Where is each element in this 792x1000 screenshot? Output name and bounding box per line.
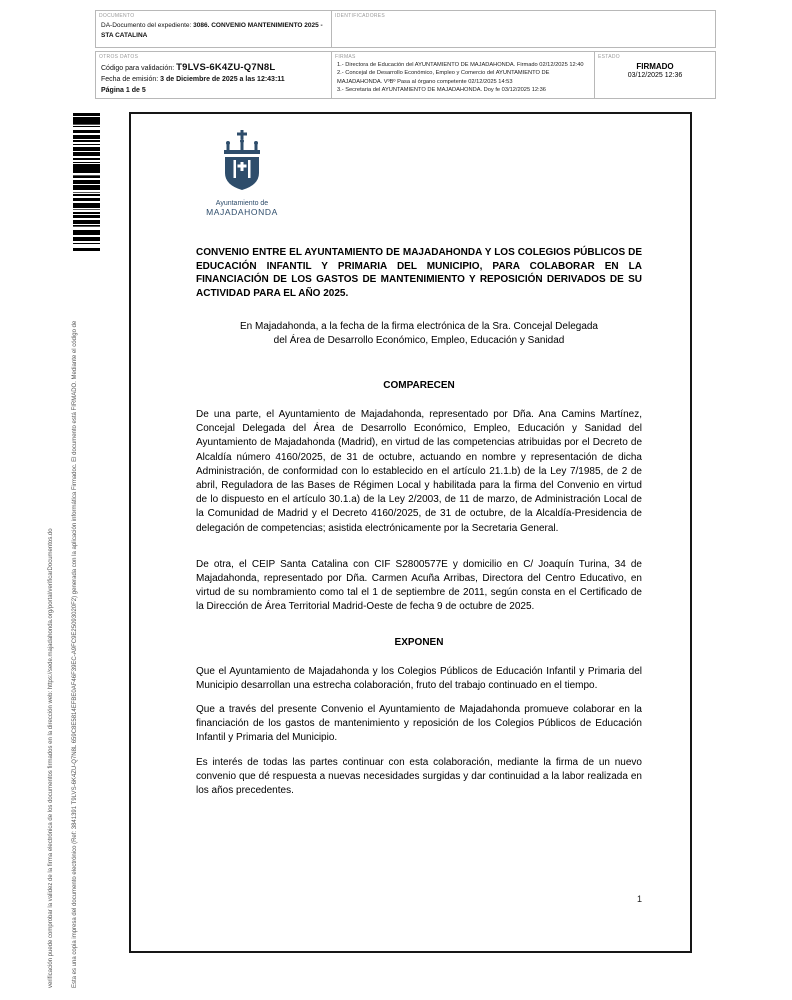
intro-line1: En Majadahonda, a la fecha de la firma electrónica de la Sra. Concejal Delegada	[240, 321, 598, 332]
comparecen-heading: COMPARECEN	[383, 380, 455, 391]
estado-status: FIRMADO	[636, 62, 674, 71]
documento-label: DOCUMENTO	[99, 13, 135, 19]
firma-item-3: 3.- Secretaria del AYUNTAMIENTO DE MAJADAHONDA. Doy fe 03/12/2025 12:36	[337, 86, 546, 93]
codigo-validacion-line	[96, 61, 331, 75]
document-page	[129, 112, 692, 953]
fecha-emision-value: 3 de Diciembre de 2025 a las 12:43:11	[160, 76, 285, 84]
intro-paragraph	[196, 320, 642, 348]
comparecen-paragraph-2: De otra, el CEIP Santa Catalina con CIF S2800577E y domicilio en C/ Joaquín Turina, 34 de Majadahonda, representado por Dña. Carmen Acuña Arribas, Directora del Centro Educativo, en virtud de su nombramiento como tal el 1 de septiembre de 2011, según consta en el Certificado de la Dirección de Área Territorial Madrid-Oeste de fecha 9 de octubre de 2025.	[196, 558, 642, 613]
pagina-value: Página 1 de 5	[101, 86, 146, 94]
logo-org-line1: Ayuntamiento de	[215, 200, 269, 207]
codigo-validacion-label: Código para validación:	[101, 65, 175, 72]
header-box-identificadores	[331, 10, 716, 48]
ayuntamiento-logo	[195, 130, 289, 217]
barcode	[73, 113, 100, 251]
sidebar-legal-text-line1: Esta es una copia impresa del documento electrónico (Ref: 3841391 T9LVS-6K4ZU-Q7N8L 659C8E5814EFBE0AF46F39EC-A9FC9E25093020F2) generada con la aplicación informática Firmadoc. El documento está FIRMADO. Mediante el código de	[72, 320, 78, 988]
estado-label: ESTADO	[598, 54, 620, 60]
exponen-paragraph-2: Que a través del presente Convenio el Ayuntamiento de Majadahonda promueve colaborar en la financiación de los gastos de mantenimiento y reposición de los Colegios Públicos de Educación Infantil y Primaria del Municipio.	[196, 704, 642, 744]
header-box-otros-datos	[95, 51, 332, 99]
otros-datos-label: OTROS DATOS	[99, 54, 139, 60]
comparecen-paragraph-1: De una parte, el Ayuntamiento de Majadahonda, representado por Dña. Ana Camins Martínez, Concejal Delegada del Área de Desarrollo Económico, Empleo, Educación y Sanidad del Ayuntamiento de Majadahonda (Madrid), en virtud de las competencias atribuidas por el Decreto de Alcaldía número 4160/2025, de 31 de octubre, actuando en nombre y representación de dicha Administración, de conformidad con lo establecido en el artículo 21.1.b) de la Ley 7/1985, de 2 de abril, Reguladora de las Bases de Régimen Local y habilitada para la firma del Convenio en virtud de lo dispuesto en el artículo 30.1.a) de la Ley 2/2003, de 11 de marzo, de Administración Local de la Comunidad de Madrid y el Decreto 4160/2025, de 31 de octubre, de la Alcaldía-Presidencia de delegación de competencias; asistida electrónicamente por la Secretaria General.	[196, 409, 642, 534]
firma-item-1: 1.- Directora de Educación del AYUNTAMIENTO DE MAJADAHONDA. Firmado 02/12/2025 12:40	[337, 62, 584, 68]
document-title: CONVENIO ENTRE EL AYUNTAMIENTO DE MAJADAHONDA Y LOS COLEGIOS PÚBLICOS DE EDUCACIÓN INFANTIL Y PRIMARIA DEL MUNICIPIO, PARA COLABORAR EN LA FINANCIACIÓN DE LOS GASTOS DE MANTENIMIENTO Y REPOSICIÓN DERIVADOS DE SU ACTIVIDAD PARA EL AÑO 2025.	[196, 247, 642, 299]
firma-item-2: 2.- Concejal de Desarrollo Económico, Empleo y Comercio del AYUNTAMIENTO DE MAJADAHONDA. VºBº Pasa al órgano competente 02/12/2025 14:53	[337, 70, 550, 85]
header-box-documento	[95, 10, 332, 48]
codigo-validacion-value: T9LVS-6K4ZU-Q7N8L	[176, 62, 276, 73]
identificadores-label: IDENTIFICADORES	[335, 13, 386, 19]
header-box-firmas	[331, 51, 595, 99]
estado-datetime: 03/12/2025 12:36	[627, 72, 683, 79]
exponen-paragraph-3: Es interés de todas las partes continuar con esta colaboración, mediante la firma de un nuevo convenio que dé respuesta a nuevas necesidades surgidas y dar continuidad a la labor realizada en los años precedentes.	[196, 756, 642, 797]
documento-value: 3086. CONVENIO MANTENIMIENTO 2025 - STA CATALINA	[101, 22, 323, 39]
documento-text	[96, 20, 331, 42]
page-number: 1	[636, 894, 642, 904]
pagina-line	[96, 86, 331, 97]
coat-of-arms-icon	[219, 130, 265, 192]
header-box-estado	[594, 51, 716, 99]
exponen-heading: EXPONEN	[394, 636, 444, 648]
sidebar-legal-text-line2: verificación puede comprobar la validez de la firma electrónica de los documentos firmados en la dirección web: https://sede.majadahonda.org/portal/verificarDocumentos.do	[48, 528, 54, 988]
fecha-emision-label: Fecha de emisión:	[101, 76, 159, 84]
document-body	[196, 246, 642, 808]
exponen-paragraph-1: Que el Ayuntamiento de Majadahonda y los Colegios Públicos de Educación Infantil y Primaria del Municipio desarrollan una estrecha colaboración, fruto del trabajo continuado en el tiempo.	[196, 665, 642, 691]
firmas-label: FIRMAS	[335, 54, 356, 60]
intro-line2: del Área de Desarrollo Económico, Empleo, Educación y Sanidad	[273, 335, 565, 346]
fecha-emision-line	[96, 75, 331, 86]
logo-org-line2: MAJADAHONDA	[206, 207, 278, 217]
documento-prefix: DA-Documento del expediente:	[101, 22, 192, 29]
